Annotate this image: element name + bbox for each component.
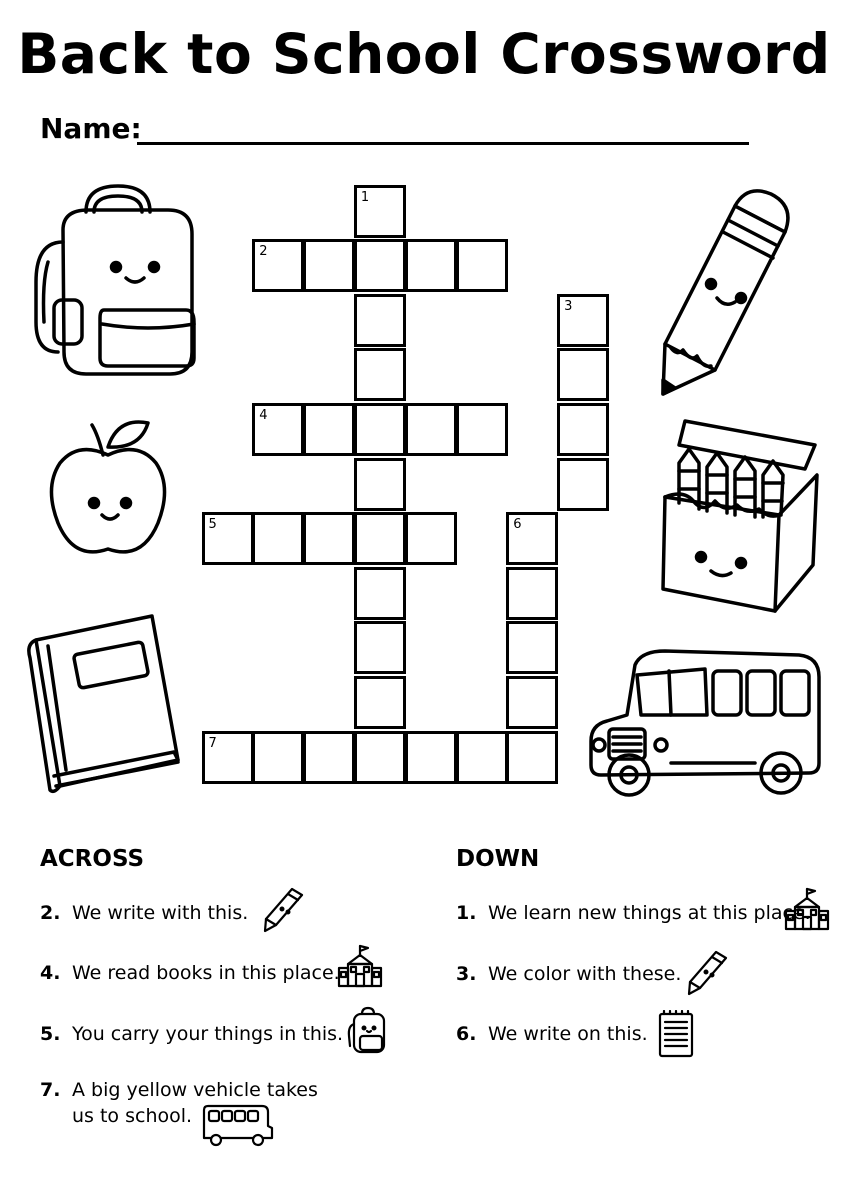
cell-number: 3 bbox=[564, 298, 573, 314]
crossword-cell[interactable] bbox=[354, 567, 406, 620]
clue-text: We write on this. bbox=[488, 1023, 648, 1045]
clue-number: 3. bbox=[456, 963, 477, 985]
clue-number: 5. bbox=[40, 1023, 61, 1045]
crossword-cell-7[interactable] bbox=[202, 731, 254, 784]
clue-number: 7. bbox=[40, 1079, 61, 1101]
clue-number: 2. bbox=[40, 902, 61, 924]
crossword-cell[interactable] bbox=[506, 567, 558, 620]
clue-text: We write with this. bbox=[72, 902, 249, 924]
clue-number: 4. bbox=[40, 962, 61, 984]
clue-text: We read books in this place. bbox=[72, 962, 340, 984]
crossword-cell[interactable] bbox=[303, 731, 355, 784]
page-title: Back to School Crossword bbox=[17, 22, 831, 86]
crossword-cell[interactable] bbox=[354, 621, 406, 674]
crossword-cell[interactable] bbox=[405, 403, 457, 456]
clue-number: 1. bbox=[456, 902, 477, 924]
down-heading: DOWN bbox=[456, 846, 540, 872]
crossword-cell[interactable] bbox=[354, 731, 406, 784]
crayon-box-icon bbox=[655, 415, 825, 615]
crossword-cell[interactable] bbox=[354, 458, 406, 511]
clue-text: A big yellow vehicle takes bbox=[72, 1079, 318, 1101]
backpack-icon bbox=[28, 182, 198, 382]
clue-text: We color with these. bbox=[488, 963, 682, 985]
crossword-cell-2[interactable] bbox=[252, 239, 304, 292]
pencil-icon bbox=[655, 180, 800, 405]
crossword-cell[interactable] bbox=[557, 403, 609, 456]
crossword-cell[interactable] bbox=[456, 731, 508, 784]
school-icon bbox=[336, 942, 384, 990]
crossword-cell-3[interactable] bbox=[557, 294, 609, 347]
crossword-cell[interactable] bbox=[506, 731, 558, 784]
clue-text: We learn new things at this place. bbox=[488, 902, 811, 924]
bus-icon bbox=[200, 1102, 276, 1150]
notepad-icon bbox=[655, 1010, 697, 1060]
crossword-cell-5[interactable] bbox=[202, 512, 254, 565]
crossword-cell[interactable] bbox=[354, 676, 406, 729]
clue-text-line2: us to school. bbox=[72, 1105, 193, 1127]
crossword-cell[interactable] bbox=[557, 458, 609, 511]
cell-number: 1 bbox=[360, 189, 370, 205]
crossword-cell[interactable] bbox=[354, 512, 406, 565]
crossword-cell[interactable] bbox=[303, 239, 355, 292]
school-icon bbox=[783, 884, 831, 934]
crossword-cell[interactable] bbox=[456, 403, 508, 456]
notebook-icon bbox=[24, 610, 184, 795]
cell-number: 5 bbox=[208, 517, 217, 533]
crossword-cell[interactable] bbox=[456, 239, 508, 292]
crossword-cell[interactable] bbox=[557, 348, 609, 401]
crossword-cell-1[interactable] bbox=[354, 185, 406, 238]
across-heading: ACROSS bbox=[40, 846, 145, 872]
crossword-cell[interactable] bbox=[506, 676, 558, 729]
crossword-cell[interactable] bbox=[303, 403, 355, 456]
pencil-icon bbox=[262, 885, 306, 933]
cell-number: 2 bbox=[259, 244, 268, 260]
pencil-icon bbox=[686, 948, 730, 996]
apple-icon bbox=[48, 415, 173, 565]
crossword-cell[interactable] bbox=[354, 348, 406, 401]
crossword-cell[interactable] bbox=[354, 403, 406, 456]
crossword-cell[interactable] bbox=[506, 621, 558, 674]
crossword-cell-6[interactable] bbox=[506, 512, 558, 565]
crossword-cell[interactable] bbox=[354, 294, 406, 347]
crossword-cell[interactable] bbox=[303, 512, 355, 565]
crossword-cell[interactable] bbox=[405, 512, 457, 565]
crossword-cell[interactable] bbox=[354, 239, 406, 292]
backpack-icon bbox=[346, 1006, 390, 1056]
cell-number: 7 bbox=[208, 735, 217, 751]
clue-number: 6. bbox=[456, 1023, 477, 1045]
school-bus-icon bbox=[585, 645, 825, 805]
crossword-cell[interactable] bbox=[405, 731, 457, 784]
clue-text: You carry your things in this. bbox=[72, 1023, 344, 1045]
crossword-cell[interactable] bbox=[405, 239, 457, 292]
name-label: Name: bbox=[40, 112, 142, 145]
crossword-cell[interactable] bbox=[252, 731, 304, 784]
cell-number: 4 bbox=[259, 407, 268, 423]
cell-number: 6 bbox=[513, 517, 522, 533]
crossword-cell-4[interactable] bbox=[252, 403, 304, 456]
crossword-cell[interactable] bbox=[252, 512, 304, 565]
